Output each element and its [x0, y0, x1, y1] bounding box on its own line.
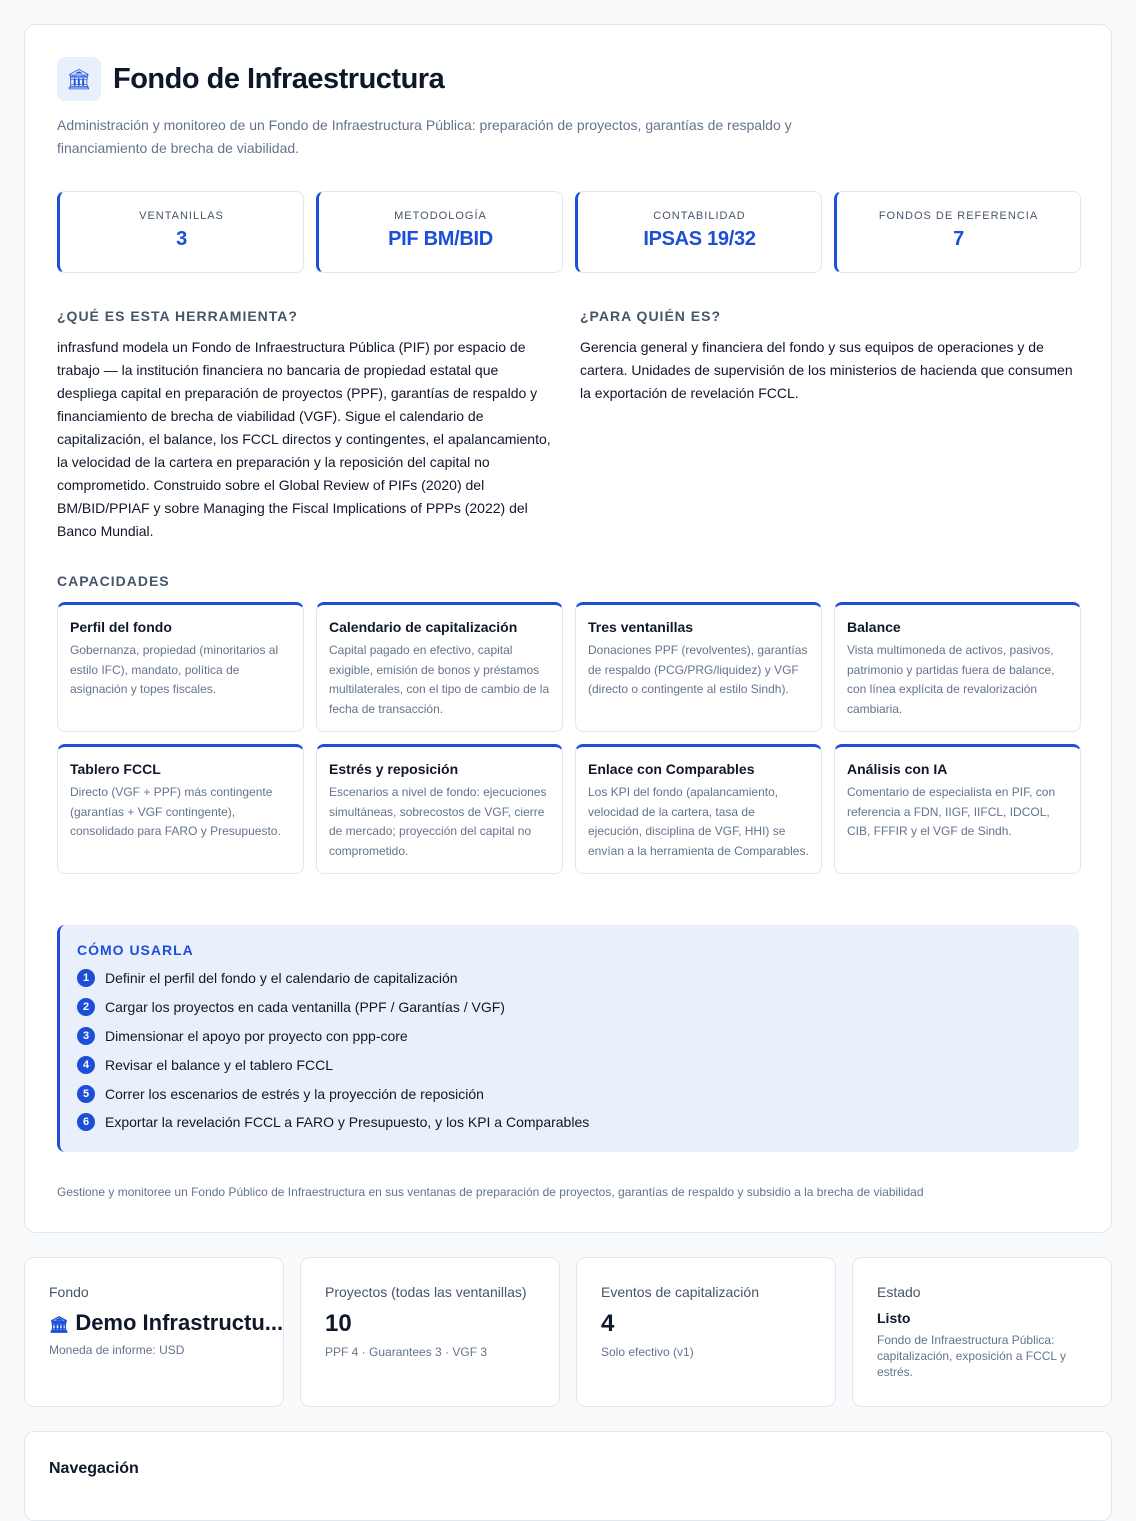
page-subtitle: Administración y monitoreo de un Fondo de Infraestructura Pública: preparación de proyectos, garantías de respaldo y financiamiento de brecha de viabilidad.: [57, 117, 792, 156]
step-text: Cargar los proyectos en cada ventanilla (PPF / Garantías / VGF): [105, 999, 505, 1016]
bank-icon: 🏛: [49, 1317, 70, 1334]
capability-title: Perfil del fondo: [70, 619, 172, 635]
capability-title: Balance: [847, 619, 901, 635]
stat-metodologia: [316, 191, 563, 273]
step-item: [77, 1050, 1063, 1079]
stat-value: PIF BM/BID: [388, 228, 493, 250]
capability-desc: Capital pagado en efectivo, capital exigible, emisión de bonos y préstamos multilaterales, con el tipo de cambio de la fecha de transacción.: [329, 643, 550, 716]
who-section: [580, 308, 1080, 405]
step-text: Exportar la revelación FCCL a FARO y Presupuesto, y los KPI a Comparables: [105, 1114, 590, 1131]
capability-title: Tres ventanillas: [588, 619, 694, 635]
capability-card: [316, 602, 563, 732]
capability-card: [57, 744, 304, 874]
capability-desc: Comentario de especialista en PIF, con referencia a FDN, IIGF, IIFCL, IDCOL, CIB, FFFIR y el VGF de Sindh.: [847, 785, 1056, 838]
navigation-heading: Navegación: [49, 1460, 139, 1477]
step-text: Dimensionar el apoyo por proyecto con ppp-core: [105, 1027, 408, 1044]
capability-desc: Vista multimoneda de activos, pasivos, patrimonio y partidas fuera de balance, con línea explícita de revalorización cambiaria.: [847, 643, 1055, 716]
stat-label: FONDOS DE REFERENCIA: [878, 210, 1039, 222]
bank-icon: 🏛: [57, 57, 101, 101]
capability-title: Análisis con IA: [847, 761, 948, 777]
capability-card: [316, 744, 563, 874]
capability-title: Calendario de capitalización: [329, 619, 518, 635]
step-item: [77, 1079, 1063, 1108]
step-text: Revisar el balance y el tablero FCCL: [105, 1056, 333, 1073]
step-number: 3: [77, 1027, 95, 1045]
capability-desc: Donaciones PPF (revolventes), garantías de respaldo (PCG/PRG/liquidez) y VGF (directo o contingente al estilo Sindh).: [588, 643, 808, 696]
step-number: 6: [77, 1113, 95, 1131]
step-item: [77, 1108, 1063, 1137]
capability-title: Tablero FCCL: [70, 761, 161, 777]
capitalization-count: 4: [601, 1310, 615, 1337]
step-number: 5: [77, 1085, 95, 1103]
capabilities-grid: [57, 602, 1081, 874]
navigation-panel: [24, 1431, 1112, 1521]
stat-value: 7: [953, 228, 964, 250]
stat-label: CONTABILIDAD: [653, 210, 746, 222]
capability-card: [575, 602, 822, 732]
capability-desc: Directo (VGF + PPF) más contingente (garantías + VGF contingente), consolidado para FARO y Presupuesto.: [70, 785, 281, 838]
capability-card: [834, 602, 1081, 732]
card-label: Estado: [877, 1284, 921, 1300]
title-row: [57, 57, 444, 101]
stat-value: IPSAS 19/32: [643, 228, 756, 250]
intro-panel: [24, 24, 1112, 1233]
step-text: Correr los escenarios de estrés y la proyección de reposición: [105, 1085, 484, 1102]
page-title: Fondo de Infraestructura: [113, 62, 445, 95]
capability-card: [834, 744, 1081, 874]
stat-label: VENTANILLAS: [139, 210, 224, 222]
projects-count: 10: [325, 1310, 352, 1337]
how-to-use-panel: [57, 925, 1079, 1152]
step-text: Definir el perfil del fondo y el calendario de capitalización: [105, 970, 458, 987]
card-label: Eventos de capitalización: [601, 1284, 759, 1300]
card-label: Fondo: [49, 1284, 89, 1300]
step-item: [77, 1022, 1063, 1051]
capability-title: Enlace con Comparables: [588, 761, 755, 777]
stat-fondos-referencia: [834, 191, 1081, 273]
stat-ventanillas: [57, 191, 304, 273]
capability-card: [57, 602, 304, 732]
fund-name-text: Demo Infrastructu...: [75, 1310, 284, 1335]
capability-desc: Escenarios a nivel de fondo: ejecuciones simultáneas, sobrecostos de VGF, cierre de mercado; proyección del capital no comprometido.: [329, 785, 547, 858]
summary-cards: [24, 1257, 1112, 1407]
status-card[interactable]: [852, 1257, 1112, 1407]
capability-card: [575, 744, 822, 874]
card-sub: Solo efectivo (v1): [601, 1345, 694, 1359]
what-section: [57, 308, 557, 543]
step-item: [77, 964, 1063, 993]
step-number: 4: [77, 1056, 95, 1074]
stats-row: [57, 191, 1081, 273]
stat-contabilidad: [575, 191, 822, 273]
how-to-heading: CÓMO USARLA: [77, 942, 194, 958]
capabilities-heading: CAPACIDADES: [57, 573, 170, 589]
fund-card[interactable]: [24, 1257, 284, 1407]
stat-value: 3: [176, 228, 187, 250]
what-text: infrasfund modela un Fondo de Infraestructura Pública (PIF) por espacio de trabajo — la institución financiera no bancaria de propiedad estatal que despliega capital en preparación de proyectos (PPF), garantías de respaldo y financiamiento de brecha de viabilidad (VGF). Sigue el calendario de capitalización, el balance, los FCCL directos y contingentes, el apalancamiento, la velocidad de la cartera en preparación y la reposición del capital no comprometido. Construido sobre el Global Review of PIFs (2020) del BM/BID/PPIAF y sobre Managing the Fiscal Implications of PPPs (2022) del Banco Mundial.: [57, 339, 551, 539]
capitalization-card[interactable]: [576, 1257, 836, 1407]
card-label: Proyectos (todas las ventanillas): [325, 1284, 527, 1300]
capability-desc: Gobernanza, propiedad (minoritarios al estilo IFC), mandato, política de asignación y topes fiscales.: [70, 643, 279, 696]
who-text: Gerencia general y financiera del fondo y sus equipos de operaciones y de cartera. Unidades de supervisión de los ministerios de hacienda que consumen la exportación de revelación FCCL.: [580, 339, 1073, 401]
card-sub: Fondo de Infraestructura Pública: capitalización, exposición a FCCL y estrés.: [877, 1333, 1066, 1379]
what-heading: ¿QUÉ ES ESTA HERRAMIENTA?: [57, 308, 298, 324]
projects-card[interactable]: [300, 1257, 560, 1407]
who-heading: ¿PARA QUIÉN ES?: [580, 308, 722, 324]
stat-label: METODOLOGÍA: [394, 210, 487, 222]
fund-name: [49, 1310, 284, 1336]
status-value: Listo: [877, 1310, 911, 1326]
capability-title: Estrés y reposición: [329, 761, 459, 777]
footnote: Gestione y monitoree un Fondo Público de Infraestructura en sus ventanas de preparación de proyectos, garantías de respaldo y subsidio a la brecha de viabilidad: [57, 1185, 924, 1199]
card-sub: Moneda de informe: USD: [49, 1343, 185, 1357]
step-number: 1: [77, 969, 95, 987]
step-number: 2: [77, 998, 95, 1016]
step-item: [77, 993, 1063, 1022]
card-sub: PPF 4 · Guarantees 3 · VGF 3: [325, 1345, 488, 1359]
capability-desc: Los KPI del fondo (apalancamiento, velocidad de la cartera, tasa de ejecución, disciplina de VGF, HHI) se envían a la herramienta de Comparables.: [588, 785, 809, 858]
